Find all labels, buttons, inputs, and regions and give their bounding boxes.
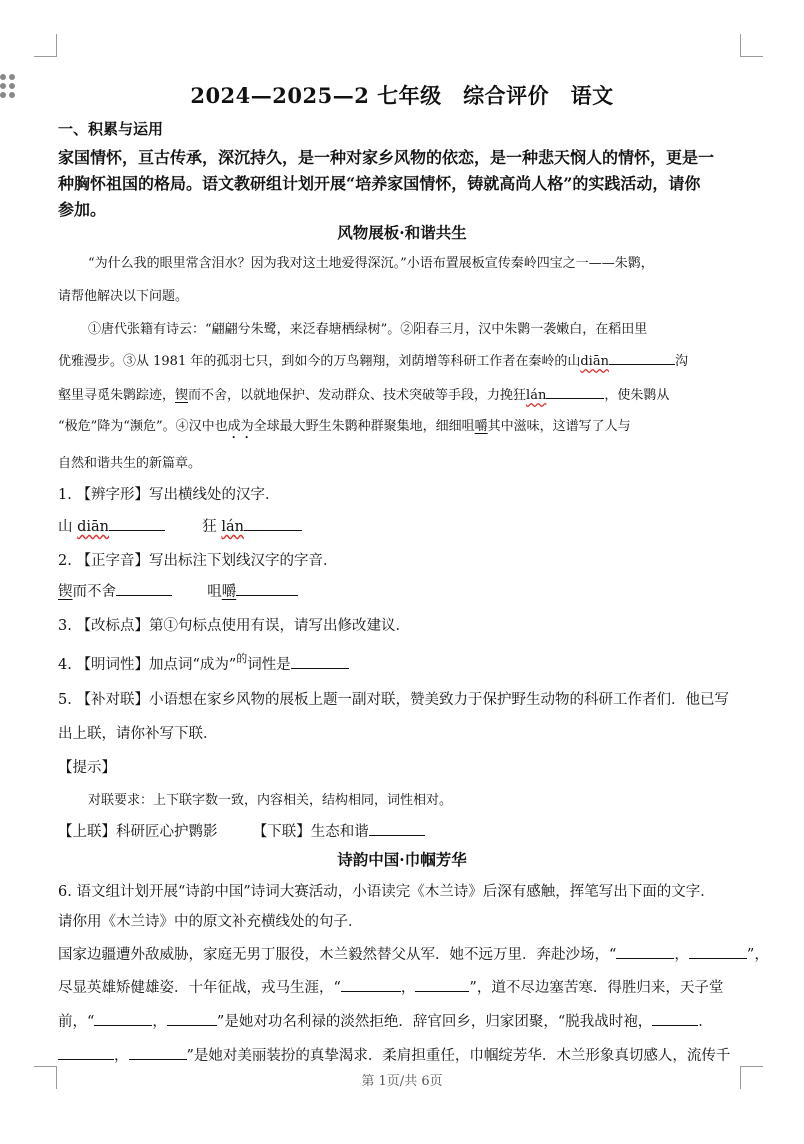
q4-text-2: 词性是 <box>247 657 291 673</box>
q4-sup: 的 <box>236 652 248 665</box>
pinyin-dian: diān <box>580 354 609 369</box>
q1-char-kuang: 狂 <box>202 519 217 535</box>
q4-text: 4. 【明词性】加点词“成为” <box>58 657 237 673</box>
q2-answers <box>58 580 298 601</box>
q6-text: 尽显英雄矫健雄姿．十年征战，戎马生涯，“ <box>58 980 341 996</box>
q6-text: ”，道不尽边塞苦寒．得胜归来，天子堂 <box>469 980 724 996</box>
page-number: 第 1页/共 6页 <box>361 1074 443 1089</box>
couplet-blank[interactable] <box>369 821 425 836</box>
q1-pinyin-lan: lán <box>221 519 244 535</box>
pinyin-lan: lán <box>526 388 547 403</box>
q6-text: 国家边疆遭外敌威胁，家庭无男丁服役，木兰毅然替父从军．她不远万里．奔赴沙场，“ <box>58 947 617 963</box>
question-6-line-1: 6. 语文组计划开展“诗韵中国”诗词大赛活动，小语读完《木兰诗》后深有感触，挥笔写出下面的文字． <box>58 884 715 900</box>
q6-blank-5[interactable] <box>94 1011 152 1026</box>
q6-comma: ， <box>400 980 416 996</box>
section-heading: 一、积累与运用 <box>58 120 164 138</box>
hint-label: 【提示】 <box>58 760 116 776</box>
couplet-upper: 【上联】科研匠心护鹮影 <box>58 824 218 840</box>
couplet-lower: 【下联】生态和谐 <box>252 824 369 840</box>
para2-text: 壑里寻觅朱鹮踪迹， <box>58 388 176 403</box>
q6-text: ”， <box>746 947 769 963</box>
question-6-line-5 <box>58 1010 713 1031</box>
question-5-line-2: 出上联，请你补写下联． <box>58 726 218 742</box>
part1-title: 风物展板·和谐共生 <box>337 223 467 242</box>
intro-line-3: 参加。 <box>58 200 107 219</box>
q6-text: ”是她对美丽装扮的真挚渴求．柔肩担重任，巾帼绽芳华．木兰形象真切感人，流传千 <box>186 1048 731 1064</box>
blank-lan[interactable] <box>546 384 604 399</box>
q2-blank-a[interactable] <box>116 581 172 596</box>
crop-mark-top-right <box>740 34 763 57</box>
q1-blank-b[interactable] <box>244 516 302 531</box>
q2-blank-b[interactable] <box>236 581 298 596</box>
para2-text: 优雅漫步。③从 1981 年的孤羽七只，到如今的万鸟翱翔，刘荫增等科研工作者在秦岭的山 <box>58 354 581 369</box>
question-6-line-4 <box>58 976 723 997</box>
para2-line-3 <box>58 384 669 403</box>
couplet-row <box>58 820 425 841</box>
q6-blank-1[interactable] <box>616 944 674 959</box>
q6-period: ． <box>698 1014 713 1030</box>
q6-blank-8[interactable] <box>58 1045 114 1060</box>
para1-line-2: 请帮他解决以下问题。 <box>58 289 189 304</box>
question-4 <box>58 653 349 674</box>
blank-dian[interactable] <box>609 350 675 365</box>
question-1: 1. 【辨字形】写出横线处的汉字． <box>58 487 280 503</box>
underlined-jue: 嚼 <box>474 419 488 434</box>
para2-line-5: 自然和谐共生的新篇章。 <box>58 456 202 471</box>
dotted-chengwei: 成为 <box>227 419 254 434</box>
para2-text: 其中滋味，这谱写了人与 <box>487 419 631 434</box>
q6-text: ”是她对功名利禄的淡然拒绝．辞官回乡，归家团聚，“脱我战时袍， <box>216 1014 653 1030</box>
page-title: 2024—2025—2 七年级 综合评价 语文 <box>190 83 614 108</box>
question-2: 2. 【正字音】写出标注下划线汉字的字音． <box>58 553 338 569</box>
para2-line-1: ①唐代张籍有诗云：“翩翩兮朱鹭，来泛春塘栖绿树”。②阳春三月，汉中朱鹮一袭嫩白，在稻田里 <box>88 322 648 337</box>
question-6-line-2: 请你用《木兰诗》中的原文补充横线处的句子． <box>58 914 363 930</box>
para2-text: 沟 <box>674 354 688 369</box>
part2-title: 诗韵中国·巾帼芳华 <box>337 850 467 869</box>
q6-comma: ， <box>152 1014 167 1030</box>
q6-blank-2[interactable] <box>689 944 747 959</box>
para1-line-1: “为什么我的眼里常含泪水？因为我对这土地爱得深沉。”小语布置展板宣传秦岭四宝之一——朱鹮， <box>88 256 654 271</box>
question-3: 3. 【改标点】第①句标点使用有误，请写出修改建议． <box>58 618 410 634</box>
question-5-line-1: 5. 【补对联】小语想在家乡风物的展板上题一副对联，赞美致力于保护野生动物的科研工作者们．他已写 <box>58 692 729 708</box>
q6-blank-6[interactable] <box>167 1011 217 1026</box>
intro-line-2: 种胸怀祖国的格局。语文教研组计划开展“培养家国情怀，铸就高尚人格”的实践活动，请你 <box>58 174 701 193</box>
q6-blank-9[interactable] <box>129 1045 187 1060</box>
hint-text: 对联要求：上下联字数一致，内容相关，结构相同，词性相对。 <box>88 793 453 808</box>
para2-line-4 <box>58 415 631 442</box>
para2-text: 全球最大野生朱鹮种群聚集地，细细咀 <box>253 419 475 434</box>
q2-char-qie: 锲 <box>58 584 73 600</box>
underlined-qie: 锲 <box>175 388 189 403</box>
q6-blank-7[interactable] <box>652 1011 698 1026</box>
q2-word: 而不舍 <box>72 584 116 600</box>
intro-line-1: 家国情怀，亘古传承，深沉持久，是一种对家乡风物的依恋，是一种悲天悯人的情怀，更是一 <box>58 148 715 167</box>
q1-char-shan: 山 <box>58 519 73 535</box>
q4-blank[interactable] <box>291 654 349 669</box>
para2-text: ，使朱鹮从 <box>604 388 670 403</box>
para2-text: 而不舍，以就地保护、发动群众、技术突破等手段，力挽狂 <box>188 388 527 403</box>
question-6-line-6 <box>58 1044 730 1065</box>
q1-pinyin-dian: diān <box>77 519 110 535</box>
q1-blank-a[interactable] <box>109 516 165 531</box>
question-6-line-3 <box>58 943 769 964</box>
q6-blank-4[interactable] <box>415 977 469 992</box>
q6-blank-3[interactable] <box>341 977 401 992</box>
q6-comma: ， <box>114 1048 129 1064</box>
q2-char-jue: 嚼 <box>221 584 237 600</box>
para2-text: “极危”降为“濒危”。④汉中也 <box>58 419 228 434</box>
q2-char-ju: 咀 <box>207 584 222 600</box>
para2-line-2 <box>58 350 688 369</box>
q6-comma: ， <box>674 947 689 963</box>
q1-answers <box>58 515 302 536</box>
crop-mark-top-left <box>34 34 57 57</box>
q6-text: 前，“ <box>58 1014 95 1030</box>
